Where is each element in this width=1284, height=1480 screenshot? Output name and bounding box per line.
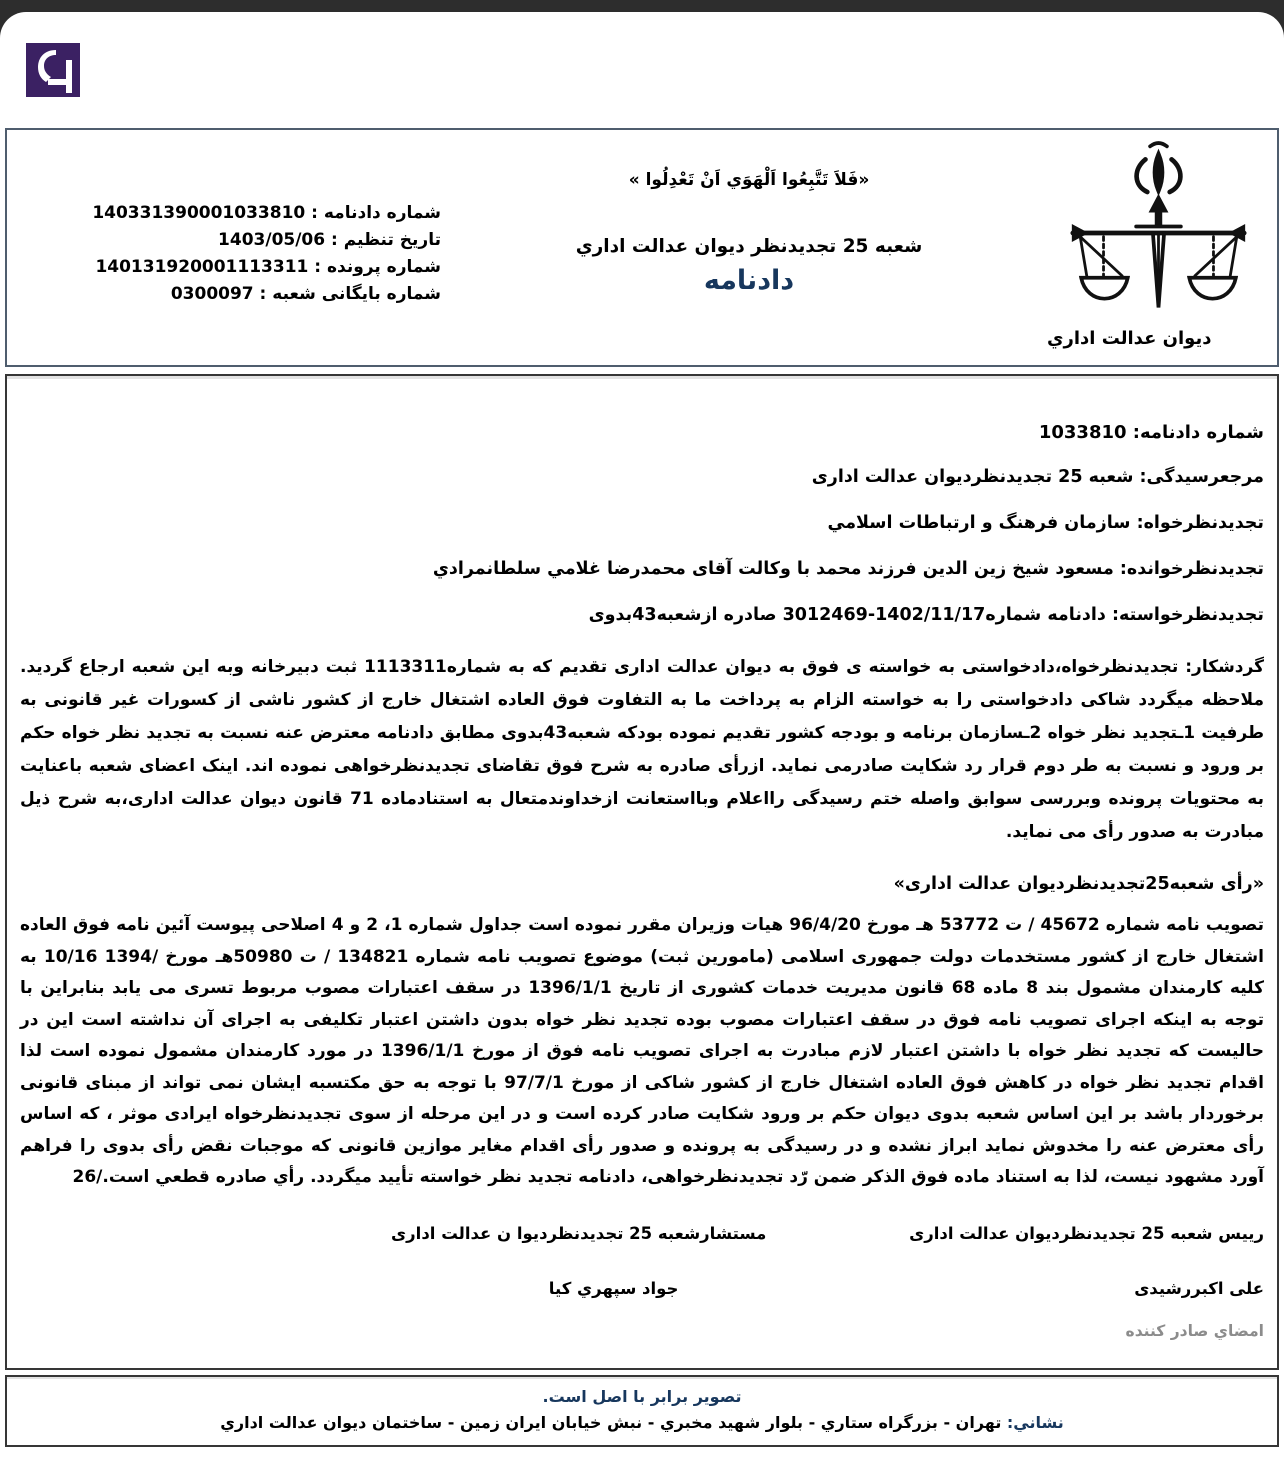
quran-verse: «فَلاَ تَتَّبِعُوا اَلْهَوَي اَنْ تَعْدِلُوا »	[628, 170, 870, 190]
letterhead-center	[459, 130, 1039, 365]
footer	[5, 1375, 1279, 1447]
court-emblem-block	[1039, 130, 1277, 365]
ruling-heading: «رأی شعبه25تجدیدنظردیوان عدالت اداری»	[893, 874, 1264, 894]
address-text: تهران - بزرگراه ستاري - بلوار شهید مخبري - نبش خیابان ایران زمین - ساختمان دیوان عدالت اداري	[220, 1412, 1007, 1432]
document-numbers-block	[7, 130, 459, 365]
letterhead	[5, 128, 1279, 367]
issuer-signature-note: امضاي صادر کننده	[1125, 1321, 1264, 1340]
case-number-line: شماره دادنامه: 1033810	[1038, 422, 1264, 443]
address-label: نشاني:	[1006, 1412, 1064, 1432]
ruling-paragraph: تصویب نامه شماره 45672 / ت 53772 هـ مورخ 96/4/20 هیات وزیران مقرر نموده است جداول شماره 1، 2 و 4 اصلاحی پیوست آئین نامه فوق العاده اشتغال خارج از کشور مستخدمات دولت جمهوری اسلامی (مامورین ثبت) موضوع تصویب نامه شماره 134821 / ت 50980هـ مورخ /1394 10/16 به کلیه کارمندان مشمول بند 8 ماده 68 قانون مدیریت خدمات کشوری از تاریخ 1396/1/1 در سقف اعتبارات مصوب مربوط تسری می یابد بنابراین با توجه به اینکه اجرای تصویب نامه فوق در سقف اعتبارات مصوب بوده تجدید نظر خواه بدون داشتن اعتبار تکلیفی به اجرای آن نداشته است این در حالیست که تجدید نظر خواه با داشتن اعتبار لازم مبادرت به اجرای تصویب نامه فوق از مورخ 1396/1/1 در مورد کارمندان مشمول نموده است لذا اقدام تجدید نظر خواه در کاهش فوق العاده اشتغال خارج از کشور شاکی از مورخ 97/7/1 با توجه به حق مکتسبه ایشان نمی تواند از مبنای قانونی برخوردار باشد بر این اساس شعبه بدوی دیوان حکم بر ورود شکایت صادر کرده است و در این مرحله از سوی تجدیدنظرخواه ایرادی موثر ، که اساس رأی معترض عنه را مخدوش نماید ابراز نشده و در رسیدگی به پرونده و صدور رأی اقدام مغایر موازین قانونی که موجبات نقض رأی بدوی را فراهم آورد مشهود نیست، لذا به استناد ماده فوق الذکر ضمن رّد تجدیدنظرخواهی، دادنامه تجدید نظر خواسته تأیید میگردد. رأي صادره قطعي است./26	[20, 915, 1264, 1187]
judgment-number-line: شماره دادنامه : 140331390001033810	[92, 203, 441, 223]
procedure-paragraph: گردشکار: تجدیدنظرخواه،دادخواستی به خواسته ی فوق به دیوان عدالت اداری تقدیم که به شماره1113311 ثبت دبیرخانه وبه این شعبه ارجاع گردید. ملاحظه میگردد شاکی دادخواستی را به خواسته الزام به پرداخت ما به التفاوت فوق العاده اشتغال خارج از کشور ناشی از کسورات غیر قانونی به طرفیت 1ـتجدید نظر خواه 2ـسازمان برنامه و بودجه کشور تقدیم نموده بودکه شعبه43بدوی مطابق دادنامه معترض عنه نسبت به تجدید نظر خواه حکم بر ورود و نسبت به طر دوم قرار رد شکایت صادرمی نماید. ازرأی صادره به شرح فوق تقاضای تجدیدنظرخواهی نموده اند. اینک اعضای شعبه باعنایت به محتویات پرونده وبررسی سوابق واصله ختم رسیدگی رااعلام وبااستعانت ازخداوندمتعال به استنادماده 71 قانون دیوان عدالت اداری،به شرح ذیل مبادرت به صدور رأی می نماید.	[20, 657, 1264, 842]
appellant-line: تجدیدنظرخواه: سازمان فرهنگ و ارتباطات اسلامي	[827, 513, 1264, 533]
court-name-caption: دیوان عدالت اداري	[1047, 328, 1212, 349]
document-type-title: دادنامه	[703, 265, 795, 296]
document-page	[0, 12, 1284, 1480]
appeal-subject-line: تجدیدنظرخواسته: دادنامه شماره1402/11/17-3012469 صادره ازشعبه43بدوی	[588, 605, 1264, 625]
case-file-number-line: شماره پرونده : 140131920001113311	[95, 257, 441, 277]
judgment-body	[5, 374, 1279, 1370]
branch-title: شعبه 25 تجدیدنظر دیوان عدالت اداري	[575, 236, 923, 257]
branch-archive-number-line: شماره بایگانی شعبه : 0300097	[170, 284, 441, 304]
appellee-line: تجدیدنظرخوانده: مسعود شیخ زین الدین فرزند محمد با وکالت آقای محمدرضا غلامي سلطانمرادي	[432, 559, 1264, 579]
counselor-title: مستشارشعبه 25 تجدیدنظردیوا ن عدالت اداری	[391, 1223, 767, 1243]
brand-logo-icon	[26, 43, 80, 97]
address-line	[7, 1410, 1277, 1436]
issue-date-line: تاریخ تنظیم : 1403/05/06	[218, 230, 441, 250]
signature-counselor	[20, 1224, 766, 1298]
counselor-name: جواد سپهري کیا	[548, 1278, 679, 1298]
certified-copy-line: تصویر برابر با اصل است.	[542, 1386, 742, 1406]
review-authority-line: مرجعرسیدگی: شعبه 25 تجدیدنظردیوان عدالت اداری	[811, 467, 1264, 487]
president-title: رییس شعبه 25 تجدیدنظردیوان عدالت اداری	[909, 1223, 1264, 1243]
scales-of-justice-icon	[1056, 138, 1261, 328]
signature-president	[766, 1224, 1264, 1298]
signature-row	[20, 1224, 1264, 1298]
president-name: علی اکبررشیدی	[1134, 1278, 1264, 1298]
